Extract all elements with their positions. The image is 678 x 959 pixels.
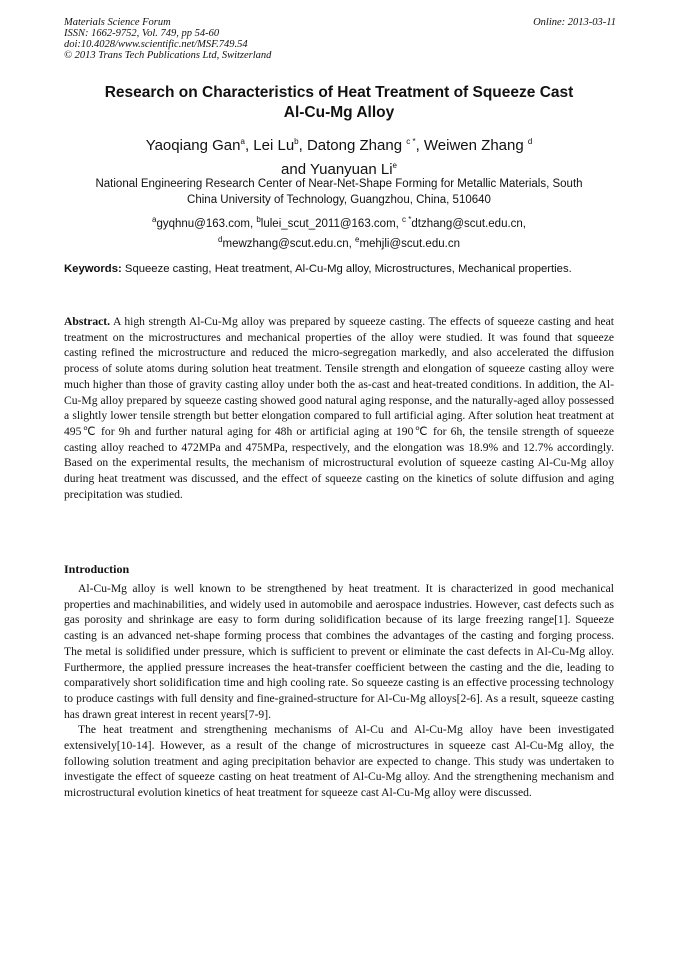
author-list bbox=[64, 132, 614, 180]
email-address: dtzhang@scut.edu.cn, bbox=[411, 217, 526, 230]
author-affil-mark: c * bbox=[406, 137, 416, 146]
abstract-text: A high strength Al-Cu-Mg alloy was prepared by squeeze casting. The effects of squeeze casting and heat treatment on the microstructures and mechanical properties of the alloy were studied. It was found that squeeze casting refined the microstructure and reduced the micro-segregation markedly, and also accelerated the diffusion process of solute atoms during solution heat treatment. Tensile strength and elongation of squeeze casting alloy were much higher than those of gravity casting alloy under both the as-cast and heat-treated conditions. In addition, the Al-Cu-Mg alloy prepared by squeeze casting showed good natural aging response, and the naturally-aged alloy possessed a slightly lower tensile strength but better elongation compared to full artificial aging. After solution heat treatment at 495℃ for 9h and further natural aging for 48h or artificial aging at 190℃ for 6h, the tensile strength of squeeze casting alloy reached to 472MPa and 475MPa, respectively, and the elongation was 18.9% and 12.7% accordingly. Based on the experimental results, the mechanism of microstructural evolution of squeeze casting Al-Cu-Mg alloy during heat treatment was discussed, and the effect of squeeze casting on the kinetics of solute diffusion and aging precipitation was studied. bbox=[64, 315, 614, 501]
intro-paragraph-1: Al-Cu-Mg alloy is well known to be strengthened by heat treatment. It is characterized in good mechanical properties and machinabilities, and widely used in automobile and aerospace industries. However, cast defects such as gas porosity and shrinkage are easy to form during solidification because of its large freezing range[1]. Squeeze casting is an advanced net-shape forming process that combines the advantages of the casting and forging process. The metal is solidified under pressure, which is sufficient to prevent or eliminate the cast defects in Al-Cu-Mg alloy. Furthermore, the applied pressure increases the heat-transfer coefficient between the casting and the die, leading to comparatively short solidification time and high cooling rate. So squeeze casting is an effective processing technology to produce castings with full density and fine-grained-structure for Al-Cu-Mg alloys[2-6]. As a result, squeeze casting has drawn great interest in recent years[7-9]. bbox=[64, 582, 614, 721]
author-affil-mark: e bbox=[392, 161, 397, 170]
author-separator: , bbox=[415, 137, 424, 154]
paper-title bbox=[64, 83, 614, 123]
email-mark: a bbox=[151, 215, 157, 224]
affiliation-line-1: National Engineering Research Center of Near-Net-Shape Forming for Metallic Materials, South bbox=[95, 178, 583, 190]
email-mark: d bbox=[218, 234, 223, 244]
author-line-1 bbox=[64, 132, 614, 156]
keywords-label: Keywords: bbox=[64, 263, 122, 275]
journal-header bbox=[64, 17, 616, 61]
abstract-block bbox=[64, 314, 614, 502]
affiliation-line-2: China University of Technology, Guangzhou, China, 510640 bbox=[187, 194, 491, 206]
email-address: gyqhnu@163.com, bbox=[156, 217, 257, 230]
online-date: Online: 2013-03-11 bbox=[533, 17, 616, 28]
author-affil-mark: d bbox=[527, 137, 533, 146]
email-line-2 bbox=[64, 232, 614, 252]
issn-line: ISSN: 1662-9752, Vol. 749, pp 54-60 bbox=[64, 28, 220, 39]
email-address: mehjli@scut.edu.cn bbox=[359, 237, 460, 250]
email-address: lulei_scut_2011@163.com, bbox=[260, 217, 403, 230]
author-emails bbox=[64, 212, 614, 252]
author-affil-mark: b bbox=[294, 137, 299, 146]
introduction-heading: Introduction bbox=[64, 562, 130, 576]
intro-paragraph-2: The heat treatment and strengthening mechanisms of Al-Cu and Al-Cu-Mg alloy have been investigated extensively[10-14]. However, as a result of the change of microstructures in squeeze cast Al-Cu-Mg alloy, the following solution treatment and aging precipitation behavior are expected to change. This study was undertaken to investigate the effect of squeeze casting on heat treatment of Al-Cu-Mg alloy. And the strengthening mechanism and microstructural evolution kinetics of heat treatment for squeeze cast Al-Cu-Mg alloy were discussed. bbox=[64, 723, 614, 800]
author-name: Yuanyuan Li bbox=[309, 161, 393, 178]
keywords-block bbox=[64, 262, 614, 277]
email-line-1 bbox=[64, 212, 614, 232]
doi-line: doi:10.4028/www.scientific.net/MSF.749.54 bbox=[64, 39, 248, 50]
author-name: Datong Zhang bbox=[306, 137, 403, 154]
email-mark: e bbox=[354, 234, 360, 244]
introduction-body bbox=[64, 581, 614, 801]
abstract-label: Abstract. bbox=[64, 315, 111, 328]
keywords-text: Squeeze casting, Heat treatment, Al-Cu-Mg alloy, Microstructures, Mechanical properties. bbox=[121, 263, 572, 275]
author-conjunction: and bbox=[281, 161, 310, 178]
journal-name: Materials Science Forum bbox=[64, 17, 171, 28]
copyright-line: © 2013 Trans Tech Publications Ltd, Switzerland bbox=[64, 50, 272, 61]
title-line-2: Al-Cu-Mg Alloy bbox=[283, 104, 395, 121]
email-mark: b bbox=[256, 215, 261, 224]
author-separator: , bbox=[298, 137, 307, 154]
author-name: Lei Lu bbox=[253, 137, 295, 154]
title-line-1: Research on Characteristics of Heat Treatment of Squeeze Cast bbox=[104, 84, 574, 101]
email-address: mewzhang@scut.edu.cn, bbox=[222, 237, 355, 250]
affiliation bbox=[64, 176, 614, 208]
author-name: Yaoqiang Gan bbox=[145, 137, 241, 154]
author-affil-mark: a bbox=[240, 137, 245, 146]
author-name: Weiwen Zhang bbox=[423, 137, 524, 154]
email-mark: c * bbox=[402, 215, 412, 224]
author-separator: , bbox=[244, 137, 254, 154]
